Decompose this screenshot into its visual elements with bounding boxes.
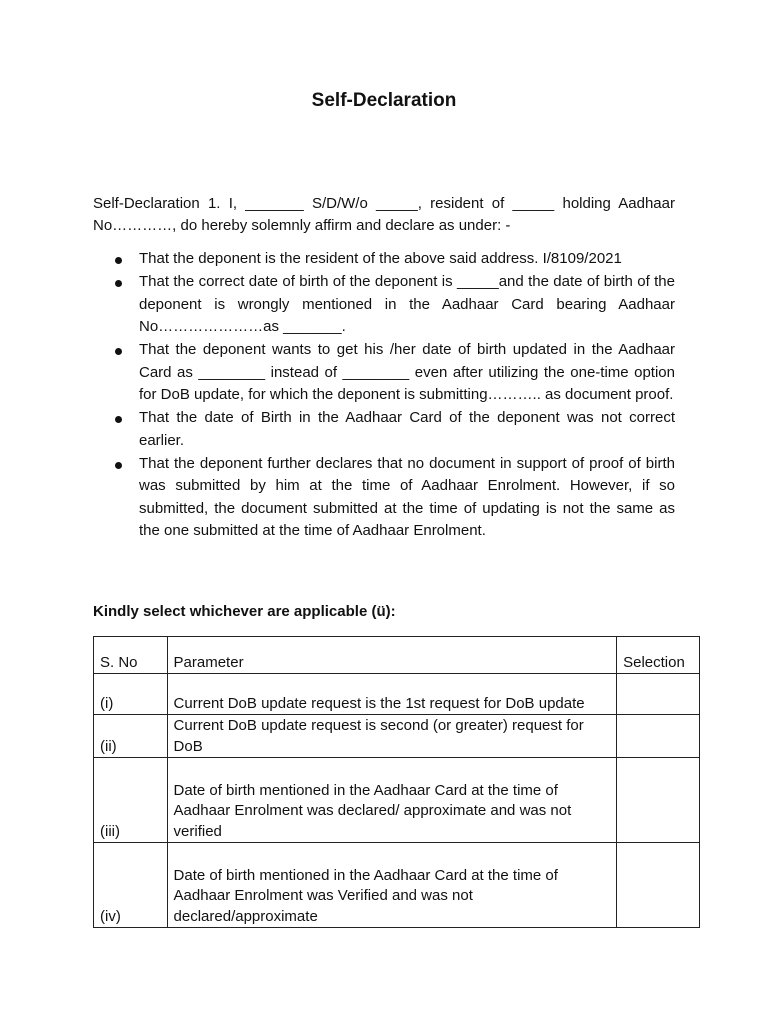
list-item xyxy=(93,407,675,452)
bullet-icon xyxy=(115,416,122,423)
table-header-row xyxy=(94,637,700,674)
bullet-icon xyxy=(115,280,122,287)
list-item xyxy=(93,248,675,271)
header-parameter: Parameter xyxy=(167,637,617,674)
page-title: Self-Declaration xyxy=(311,90,457,111)
table-row xyxy=(94,758,700,843)
bullet-icon xyxy=(115,257,122,264)
selection-cell[interactable] xyxy=(617,758,700,843)
list-item-text: That the correct date of birth of the deponent is _____and the date of birth of the deponent is wrongly mentioned in the Aadhaar Card bearing Aadhaar No…………………as _______. xyxy=(139,273,675,335)
cell-parameter: Current DoB update request is the 1st request for DoB update xyxy=(167,674,617,715)
parameter-table xyxy=(93,636,700,928)
list-item xyxy=(93,453,675,543)
list-item xyxy=(93,271,675,339)
cell-sno: (iii) xyxy=(94,758,168,843)
declaration-list xyxy=(93,248,675,543)
intro-paragraph: Self-Declaration 1. I, _______ S/D/W/o _____, resident of _____ holding Aadhaar No…………, do hereby solemnly affirm and declare as under: - xyxy=(93,195,675,234)
bullet-icon xyxy=(115,462,122,469)
list-item-text: That the date of Birth in the Aadhaar Card of the deponent was not correct earlier. xyxy=(139,409,675,449)
cell-sno: (iv) xyxy=(94,843,168,928)
cell-parameter: Date of birth mentioned in the Aadhaar Card at the time of Aadhaar Enrolment was declared/ approximate and was not verified xyxy=(167,758,617,843)
list-item-text: That the deponent further declares that no document in support of proof of birth was submitted by him at the time of Aadhaar Enrolment. However, if so submitted, the document submitted at the time of updating is not the same as the one submitted at the time of Aadhaar Enrolment. xyxy=(139,454,675,539)
list-item-text: That the deponent wants to get his /her date of birth updated in the Aadhaar Card as ________ instead of ________ even after utilizing the one-time option for DoB update, for which the deponent is submitting……….. as document proof. xyxy=(139,341,675,403)
list-item xyxy=(93,339,675,407)
header-selection: Selection xyxy=(617,637,700,674)
cell-sno: (i) xyxy=(94,674,168,715)
table-row xyxy=(94,674,700,715)
header-sno: S. No xyxy=(94,637,168,674)
selection-cell[interactable] xyxy=(617,715,700,758)
selection-cell[interactable] xyxy=(617,674,700,715)
selection-cell[interactable] xyxy=(617,843,700,928)
bullet-icon xyxy=(115,348,122,355)
cell-parameter: Date of birth mentioned in the Aadhaar Card at the time of Aadhaar Enrolment was Verified and was not declared/approximate xyxy=(167,843,617,928)
cell-parameter: Current DoB update request is second (or greater) request for DoB xyxy=(167,715,617,758)
table-row xyxy=(94,843,700,928)
selection-heading: Kindly select whichever are applicable (ü): xyxy=(93,603,396,620)
cell-sno: (ii) xyxy=(94,715,168,758)
list-item-text: That the deponent is the resident of the above said address. I/8109/2021 xyxy=(139,250,622,267)
table-row xyxy=(94,715,700,758)
